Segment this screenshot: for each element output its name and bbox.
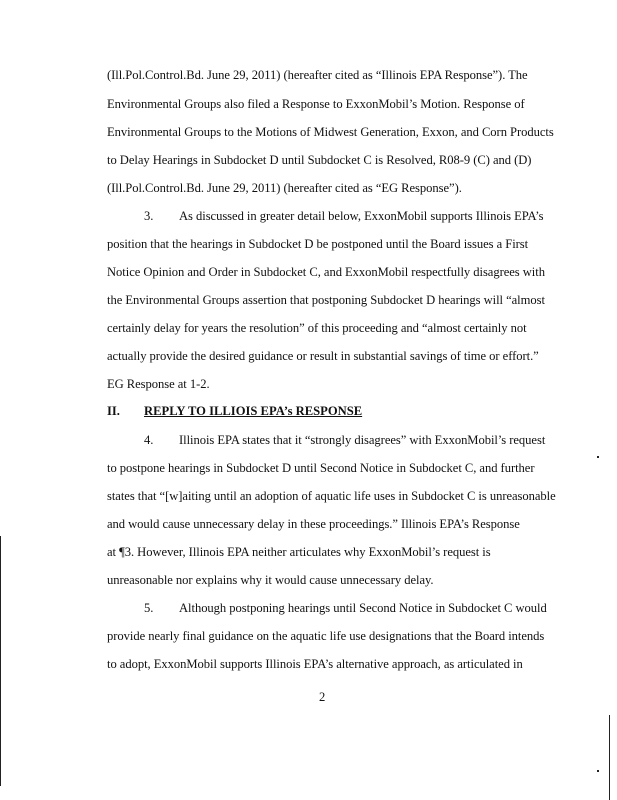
text-line: (Ill.Pol.Control.Bd. June 29, 2011) (hereafter cited as “Illinois EPA Response”). The xyxy=(107,68,528,82)
scan-speck xyxy=(597,456,599,458)
text-line: to postpone hearings in Subdocket D until Second Notice in Subdocket C, and further xyxy=(107,461,535,475)
text-line: Illinois EPA states that it “strongly disagrees” with ExxonMobil’s request xyxy=(179,433,546,447)
text-line: and would cause unnecessary delay in these proceedings.” Illinois EPA’s Response xyxy=(107,517,520,531)
section-title: REPLY TO ILLIOIS EPA’s RESPONSE xyxy=(144,404,363,418)
text-line: to Delay Hearings in Subdocket D until Subdocket C is Resolved, R08-9 (C) and (D) xyxy=(107,153,532,167)
page-number: 2 xyxy=(319,690,326,704)
text-line: states that “[w]aiting until an adoption of aquatic life uses in Subdocket C is unreasonable xyxy=(107,489,556,503)
text-line: the Environmental Groups assertion that postponing Subdocket D hearings will “almost xyxy=(107,293,545,307)
paragraph-number: 4. xyxy=(144,433,154,447)
text-line: certainly delay for years the resolution” of this proceeding and “almost certainly not xyxy=(107,321,527,335)
text-line: actually provide the desired guidance or result in substantial savings of time or effort.” xyxy=(107,349,539,363)
text-line: Environmental Groups to the Motions of Midwest Generation, Exxon, and Corn Products xyxy=(107,125,554,139)
text-line: position that the hearings in Subdocket D be postponed until the Board issues a First xyxy=(107,237,529,251)
text-line: to adopt, ExxonMobil supports Illinois EPA’s alternative approach, as articulated in xyxy=(107,657,523,671)
text-line: at ¶3. However, Illinois EPA neither articulates why ExxonMobil’s request is xyxy=(107,545,491,559)
text-line: Environmental Groups also filed a Response to ExxonMobil’s Motion. Response of xyxy=(107,97,525,111)
text-line: As discussed in greater detail below, ExxonMobil supports Illinois EPA’s xyxy=(179,209,544,223)
section-number: II. xyxy=(107,404,120,418)
text-line: (Ill.Pol.Control.Bd. June 29, 2011) (hereafter cited as “EG Response”). xyxy=(107,181,462,195)
text-line: unreasonable nor explains why it would cause unnecessary delay. xyxy=(107,573,434,587)
paragraph-number: 5. xyxy=(144,601,154,615)
text-line: Notice Opinion and Order in Subdocket C, and ExxonMobil respectfully disagrees with xyxy=(107,265,545,279)
scan-speck xyxy=(597,770,599,772)
text-line: Although postponing hearings until Second Notice in Subdocket C would xyxy=(179,601,547,615)
scan-edge-mark-right xyxy=(609,715,610,800)
scan-edge-mark-left xyxy=(0,536,1,786)
text-line: provide nearly final guidance on the aquatic life use designations that the Board intends xyxy=(107,629,545,643)
paragraph-number: 3. xyxy=(144,209,154,223)
text-line: EG Response at 1-2. xyxy=(107,377,210,391)
